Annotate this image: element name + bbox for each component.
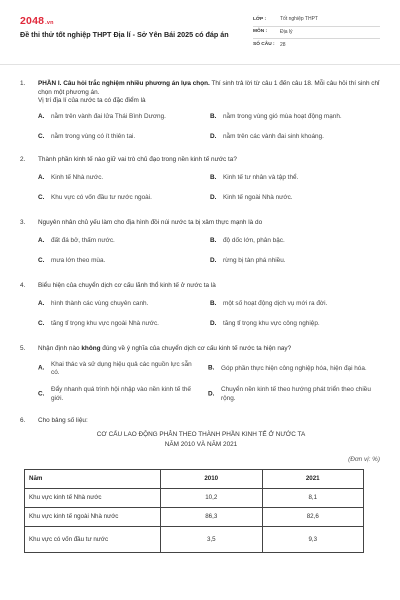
table-header-cell: Năm <box>25 470 161 489</box>
meta-value: Địa lý <box>280 28 293 35</box>
table-caption-line-2: NĂM 2010 VÀ NĂM 2021 <box>164 440 238 448</box>
question-stem: Vị trí địa lí của nước ta có đặc điểm là <box>38 97 146 105</box>
table-cell: Khu vực kinh tế Nhà nước <box>25 489 161 508</box>
options <box>38 361 382 404</box>
table-row <box>25 489 364 508</box>
option-letter: C. <box>38 320 45 328</box>
table-cell: 9,3 <box>262 527 364 553</box>
option-letter: C. <box>38 132 45 140</box>
meta-row-class <box>253 14 380 27</box>
negation-emphasis: không <box>81 344 101 352</box>
option-d[interactable] <box>208 386 380 403</box>
data-table <box>24 469 364 553</box>
table-cell: 10,2 <box>161 489 263 508</box>
option-letter: D. <box>208 390 215 398</box>
option-letter: B. <box>210 236 217 244</box>
option-d[interactable] <box>210 257 382 266</box>
option-a[interactable] <box>38 174 210 183</box>
option-text: tăng tỉ trọng khu vực ngoài Nhà nước. <box>51 320 159 328</box>
option-text: Kinh tế ngoài Nhà nước. <box>223 194 293 202</box>
document-header <box>20 14 380 64</box>
question-1 <box>20 80 382 141</box>
table-cell: 82,6 <box>262 508 364 527</box>
option-c[interactable] <box>38 257 210 266</box>
option-letter: C. <box>38 390 45 398</box>
option-a[interactable] <box>38 300 210 309</box>
meta-label: MÔN : <box>253 29 268 35</box>
option-letter: B. <box>210 173 217 181</box>
question-text: Thành phần kinh tế nào giữ vai trò chủ đạo trong nền kinh tế nước ta? <box>38 156 237 164</box>
question-text <box>38 80 382 97</box>
option-text: hình thành các vùng chuyên canh. <box>51 299 149 307</box>
question-text <box>38 345 382 354</box>
option-b[interactable] <box>210 237 382 246</box>
question-list <box>20 80 382 553</box>
option-text: đất đá bở, thấm nước. <box>51 236 115 244</box>
option-c[interactable] <box>38 194 210 203</box>
question-number: 2. <box>20 156 26 164</box>
option-text: nằm trong vùng có ít thiên tai. <box>51 132 136 140</box>
brand-logo[interactable] <box>20 14 54 28</box>
table-unit: (Đơn vị: %) <box>348 455 380 463</box>
option-letter: B. <box>210 112 217 120</box>
question-text: Biểu hiện của chuyển dịch cơ cấu lãnh thổ kinh tế ở nước ta là <box>38 282 216 290</box>
table-cell: 3,5 <box>161 527 263 553</box>
table-header-cell: 2010 <box>161 470 263 489</box>
meta-label: SỐ CÂU : <box>253 42 275 48</box>
option-a[interactable] <box>38 237 210 246</box>
meta-value: Tốt nghiệp THPT <box>280 16 318 23</box>
question-number: 3. <box>20 219 26 227</box>
meta-value: 28 <box>280 41 286 48</box>
table-row <box>25 527 364 553</box>
option-letter: B. <box>208 364 215 372</box>
question-number: 5. <box>20 344 26 352</box>
option-letter: D. <box>210 257 217 265</box>
option-text: tăng tỉ trọng khu vực công nghiệp. <box>223 320 320 328</box>
table-row <box>25 508 364 527</box>
option-letter: A. <box>38 299 45 307</box>
table-cell: Khu vực kinh tế ngoài Nhà nước <box>25 508 161 527</box>
header-divider <box>0 64 400 65</box>
option-d[interactable] <box>210 320 382 329</box>
option-text: Đẩy nhanh quá trình hội nhập vào nền kinh tế thế giới. <box>51 385 191 402</box>
table-header-cell: 2021 <box>262 470 364 489</box>
question-6 <box>20 417 382 426</box>
option-b[interactable] <box>208 361 380 378</box>
option-b[interactable] <box>210 300 382 309</box>
question-text-post: đúng về ý nghĩa của chuyển dịch cơ cấu kinh tế nước ta hiện nay? <box>100 344 292 352</box>
table-cell: 8,1 <box>262 489 364 508</box>
options <box>38 237 382 266</box>
options <box>38 113 382 141</box>
option-text: Khu vực có vốn đầu tư nước ngoài. <box>51 194 152 202</box>
option-c[interactable] <box>38 133 210 142</box>
document-title: Đề thi thử tốt nghiệp THPT Địa lí - Sở Yên Bái 2025 có đáp án <box>20 30 229 39</box>
option-text: Kinh tế tư nhân và tập thể. <box>223 173 299 181</box>
table-cell: 86,3 <box>161 508 263 527</box>
option-text: nằm trên vành đai lửa Thái Bình Dương. <box>51 112 166 120</box>
option-c[interactable] <box>38 386 208 403</box>
option-text: nằm trên các vành đai sinh khoáng. <box>223 132 324 140</box>
question-number: 4. <box>20 282 26 290</box>
question-2 <box>20 156 382 203</box>
question-number: 6. <box>20 417 26 425</box>
option-letter: C. <box>38 257 45 265</box>
table-header-row <box>25 470 364 489</box>
option-letter: B. <box>210 299 217 307</box>
option-a[interactable] <box>38 113 210 122</box>
option-a[interactable] <box>38 361 208 378</box>
option-text: rừng bị tàn phá nhiều. <box>223 257 286 265</box>
question-number: 1. <box>20 80 26 87</box>
option-text: mưa lớn theo mùa. <box>51 257 106 265</box>
part-instructions: Thí sinh trả lời từ câu 1 đến câu 18. Mỗi câu hỏi thí sinh chỉ chọn một phương án. <box>38 80 380 96</box>
meta-row-count <box>253 39 380 52</box>
meta-row-subject <box>253 27 380 40</box>
question-text: Nguyên nhân chủ yếu làm cho địa hình đồi núi nước ta bị xâm thực mạnh là do <box>38 219 263 227</box>
question-text-pre: Nhận định nào <box>38 344 82 352</box>
option-letter: D. <box>210 132 217 140</box>
option-letter: A. <box>38 112 45 120</box>
option-text: độ dốc lớn, phân bậc. <box>223 236 285 244</box>
option-b[interactable] <box>210 113 382 122</box>
option-letter: C. <box>38 194 45 202</box>
option-text: Góp phần thực hiện công nghiệp hóa, hiện đại hóa. <box>221 364 367 372</box>
option-letter: A. <box>38 173 45 181</box>
question-3 <box>20 219 382 266</box>
question-5 <box>20 345 382 403</box>
brand-name: 2048 <box>20 15 45 27</box>
meta-label: LỚP : <box>253 16 267 22</box>
table-caption <box>20 430 382 450</box>
part-heading: PHẦN I. Câu hỏi trắc nghiệm nhiều phương án lựa chọn. <box>38 80 210 87</box>
option-text: Khai thác và sử dụng hiệu quả các nguồn lực sẵn có. <box>51 360 192 377</box>
option-d[interactable] <box>210 133 382 142</box>
option-letter: A. <box>38 236 45 244</box>
options <box>38 300 382 329</box>
option-text: Kinh tế Nhà nước. <box>51 173 104 181</box>
brand-tld: .vn <box>45 20 54 26</box>
question-text: Cho bảng số liệu: <box>38 417 88 425</box>
option-text: Chuyển nền kinh tế theo hướng phát triển theo chiều rộng. <box>221 385 371 402</box>
options <box>38 174 382 203</box>
option-text: một số hoạt động dịch vụ mới ra đời. <box>223 299 328 307</box>
option-d[interactable] <box>210 194 382 203</box>
table-caption-line-1: CƠ CẤU LAO ĐỘNG PHÂN THEO THÀNH PHẦN KINH TẾ Ở NƯỚC TA <box>96 430 306 438</box>
option-letter: D. <box>210 194 217 202</box>
table-cell: Khu vực có vốn đầu tư nước <box>25 527 161 553</box>
option-c[interactable] <box>38 320 210 329</box>
option-text: nằm trong vùng gió mùa hoạt động mạnh. <box>223 112 342 120</box>
option-letter: A. <box>38 364 45 372</box>
option-b[interactable] <box>210 174 382 183</box>
option-letter: D. <box>210 320 217 328</box>
question-4 <box>20 282 382 329</box>
exam-meta <box>253 14 380 52</box>
